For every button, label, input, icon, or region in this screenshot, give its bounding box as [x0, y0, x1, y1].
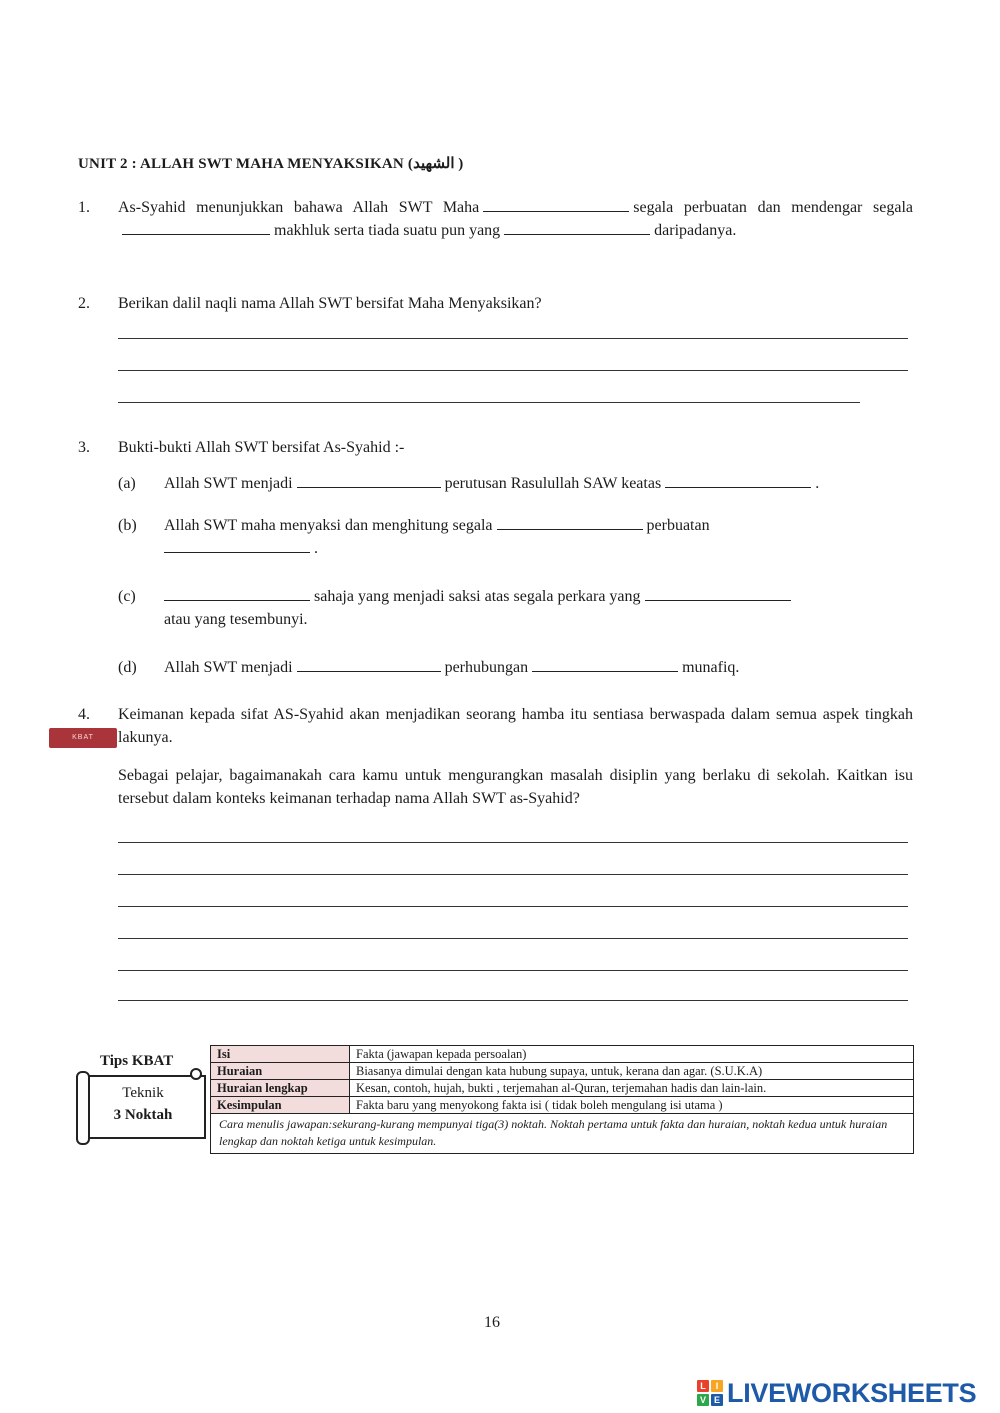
- scroll-banner: [80, 1075, 206, 1139]
- tips-value: Fakta baru yang menyokong fakta isi ( tidak boleh mengulang isi utama ): [350, 1097, 914, 1114]
- scroll-curl-icon: [190, 1068, 202, 1080]
- question-number: 4.: [78, 706, 90, 723]
- question-1-text: As-Syahid menunjukkan bahawa Allah SWT Maha segala perbuatan dan mendengar segalamakhluk serta tiada suatu pun yang daripadanya.: [118, 199, 913, 239]
- scroll-line-1: Teknik: [122, 1085, 164, 1101]
- answer-blank[interactable]: [122, 220, 270, 235]
- answer-line[interactable]: [118, 1000, 908, 1001]
- question-4-text: Keimanan kepada sifat AS-Syahid akan menjadikan seorang hamba itu sentiasa berwaspada dalam semua aspek tingkah lakunya.: [118, 706, 913, 746]
- tips-value: Biasanya dimulai dengan kata hubung supaya, untuk, kerana dan agar. (S.U.K.A): [350, 1063, 914, 1080]
- answer-line[interactable]: [118, 842, 908, 843]
- answer-line[interactable]: [118, 402, 860, 403]
- answer-blank[interactable]: [164, 586, 310, 601]
- answer-blank[interactable]: [164, 538, 310, 553]
- question-3-text: Bukti-bukti Allah SWT bersifat As-Syahid :-: [118, 439, 405, 456]
- question-3a: (a) Allah SWT menjadi perutusan Rasulullah SAW keatas .: [118, 472, 913, 496]
- answer-line[interactable]: [118, 938, 908, 939]
- table-row: [211, 1114, 914, 1154]
- tips-title: Tips KBAT: [100, 1053, 174, 1069]
- liveworksheets-grid-icon: L I V E: [697, 1380, 723, 1406]
- table-row: [211, 1063, 914, 1080]
- tips-key: Isi: [211, 1046, 350, 1063]
- answer-blank[interactable]: [497, 515, 643, 530]
- answer-line[interactable]: [118, 370, 908, 371]
- question-4-prompt-text: Sebagai pelajar, bagaimanakah cara kamu untuk mengurangkan masalah disiplin yang berlaku di sekolah. Kaitkan isu tersebut dalam konteks keimanan terhadap nama Allah SWT as-Syahid?: [118, 767, 913, 807]
- answer-blank[interactable]: [504, 220, 650, 235]
- question-number: 1.: [78, 199, 90, 216]
- answer-blank[interactable]: [297, 473, 441, 488]
- kbat-badge: KBAT: [49, 728, 117, 748]
- question-number: 2.: [78, 295, 90, 312]
- answer-line[interactable]: [118, 906, 908, 907]
- question-3b: (b) Allah SWT maha menyaksi dan menghitung segala perbuatan .: [118, 514, 913, 562]
- question-3c: (c) sahaja yang menjadi saksi atas segala perkara yang atau yang tesembunyi.: [118, 585, 913, 633]
- question-3: [78, 436, 918, 460]
- tips-key: Huraian: [211, 1063, 350, 1080]
- tips-value: Fakta (jawapan kepada persoalan): [350, 1046, 914, 1063]
- answer-line[interactable]: [118, 874, 908, 875]
- tips-key: Huraian lengkap: [211, 1080, 350, 1097]
- table-row: [211, 1046, 914, 1063]
- answer-blank[interactable]: [532, 657, 678, 672]
- answer-blank[interactable]: [483, 197, 629, 212]
- page-number: 16: [484, 1314, 500, 1331]
- liveworksheets-wordmark: LIVEWORKSHEETS: [727, 1377, 977, 1408]
- tips-note: Cara menulis jawapan:sekurang-kurang mempunyai tiga(3) noktah. Noktah pertama untuk fakta dan huraian, noktah kedua untuk huraian lengkap dan noktah ketiga untuk kesimpulan.: [211, 1114, 914, 1154]
- tips-value: Kesan, contoh, hujah, bukti , terjemahan al-Quran, terjemahan hadis dan lain-lain.: [350, 1080, 914, 1097]
- question-4: [78, 703, 918, 751]
- tips-table: [210, 1045, 914, 1154]
- question-1: [78, 196, 918, 266]
- question-2: [78, 292, 918, 316]
- sub-label: (a): [118, 475, 136, 492]
- sub-label: (d): [118, 659, 137, 676]
- liveworksheets-logo: [697, 1378, 976, 1408]
- question-number: 3.: [78, 439, 90, 456]
- sub-label: (c): [118, 588, 136, 605]
- answer-blank[interactable]: [297, 657, 441, 672]
- answer-blank[interactable]: [645, 586, 791, 601]
- table-row: [211, 1097, 914, 1114]
- unit-title: UNIT 2 : ALLAH SWT MAHA MENYAKSIKAN (الشهيد ): [78, 156, 464, 172]
- sub-label: (b): [118, 517, 137, 534]
- answer-line[interactable]: [118, 970, 908, 971]
- table-row: [211, 1080, 914, 1097]
- scroll-line-2: 3 Noktah: [113, 1107, 173, 1123]
- question-2-text: Berikan dalil naqli nama Allah SWT bersifat Maha Menyaksikan?: [118, 295, 542, 312]
- answer-blank[interactable]: [665, 473, 811, 488]
- question-3d: (d) Allah SWT menjadi perhubungan munafiq.: [118, 656, 913, 680]
- tips-key: Kesimpulan: [211, 1097, 350, 1114]
- answer-line[interactable]: [118, 338, 908, 339]
- question-4-prompt: [78, 764, 918, 812]
